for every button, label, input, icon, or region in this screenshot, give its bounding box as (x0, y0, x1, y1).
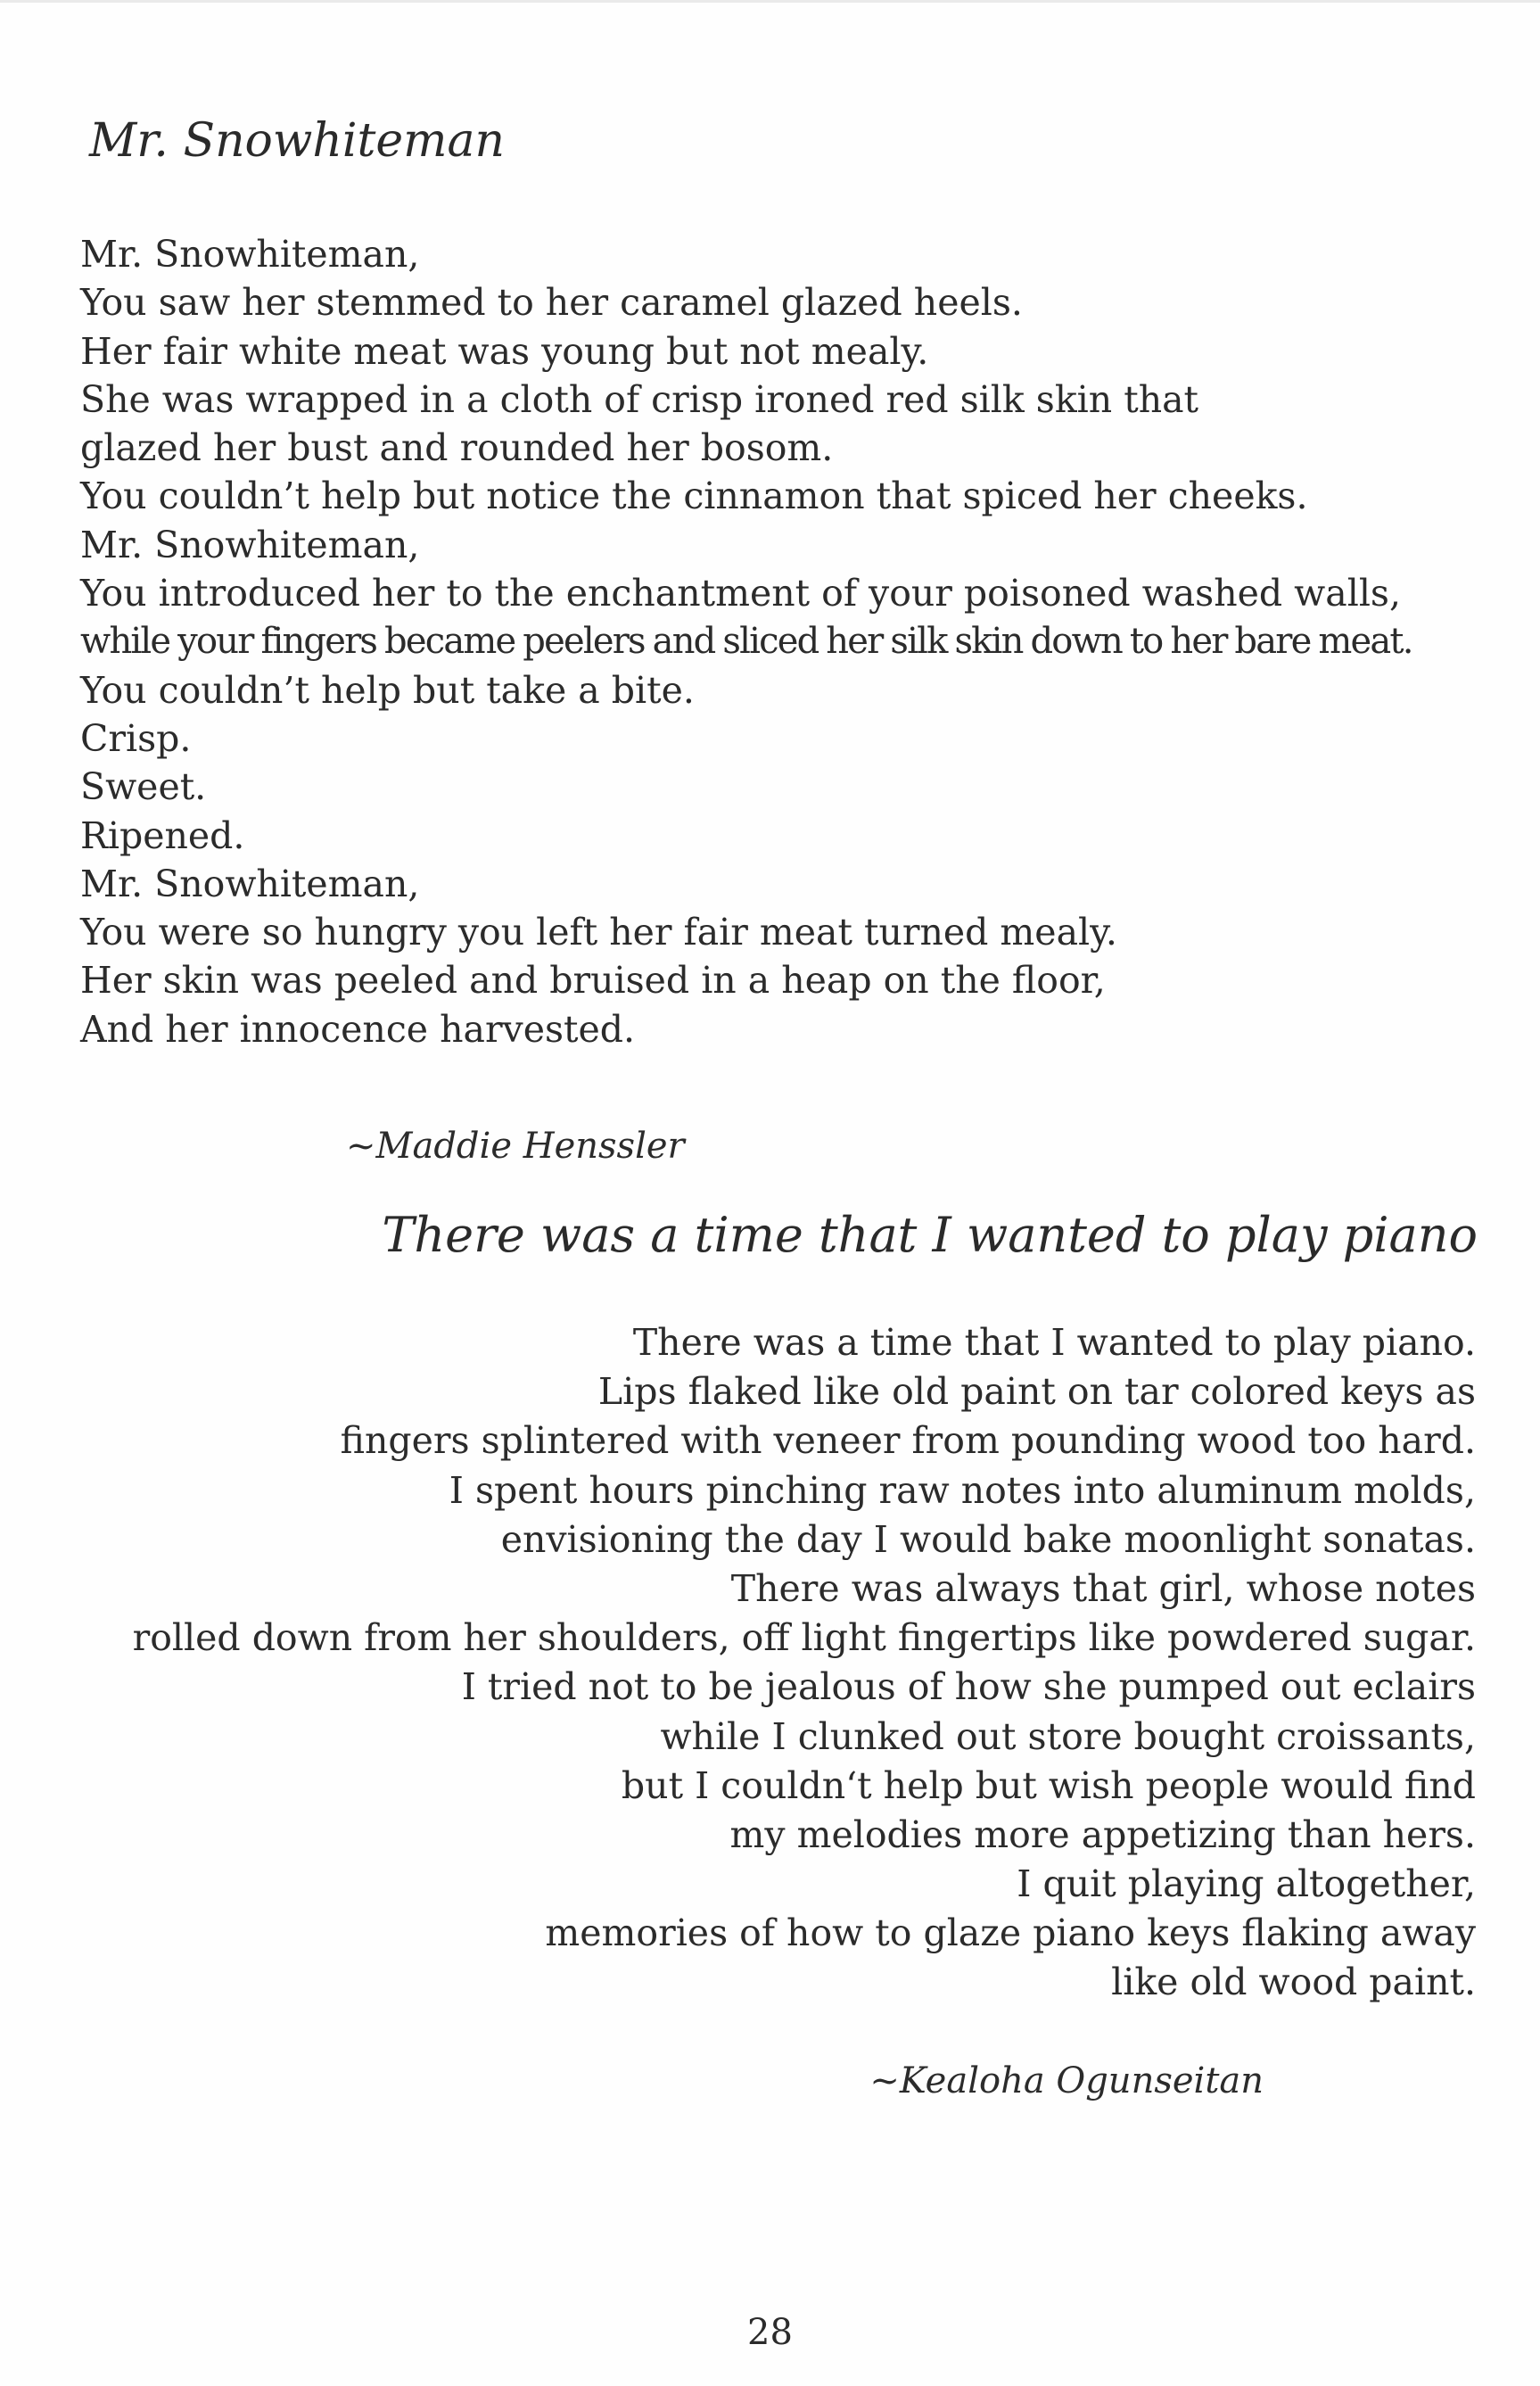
poem-line: You saw her stemmed to her caramel glazed heels. (80, 281, 1023, 325)
poem-title-piano: There was a time that I wanted to play piano (382, 1207, 1478, 1263)
poem-author-maddie-henssler: ~Maddie Henssler (346, 1126, 685, 1167)
poem-line: There was a time that I wanted to play piano. (632, 1321, 1476, 1364)
poem-title-mr-snowhiteman: Mr. Snowhiteman (89, 114, 505, 168)
poem-line: while your fingers became peelers and sliced her silk skin down to her bare meat. (80, 621, 1412, 663)
poem-line: my melodies more appetizing than hers. (729, 1812, 1476, 1856)
poem-line: envisioning the day I would bake moonlight sonatas. (500, 1517, 1476, 1561)
poem-line: You couldn’t help but take a bite. (80, 668, 695, 712)
poem-line: You were so hungry you left her fair meat turned mealy. (80, 911, 1117, 954)
poem-body-piano (49, 1318, 1476, 2008)
poem-line: Sweet. (80, 765, 207, 809)
poem-line: but I couldn‘t help but wish people would find (621, 1763, 1476, 1807)
poem-body-mr-snowhiteman (80, 230, 1507, 1053)
poem-line: There was always that girl, whose notes (730, 1566, 1476, 1610)
poem-line: Her skin was peeled and bruised in a heap on the floor, (80, 959, 1106, 1003)
poem-line: And her innocence harvested. (80, 1007, 636, 1051)
poem-line: Crisp. (80, 716, 192, 760)
poem-line: glazed her bust and rounded her bosom. (80, 426, 834, 470)
poem-line: Mr. Snowhiteman, (80, 523, 420, 566)
poem-line: I tried not to be jealous of how she pumped out eclairs (461, 1665, 1476, 1709)
poem-line: I spent hours pinching raw notes into aluminum molds, (449, 1468, 1476, 1512)
poem-line: fingers splintered with veneer from pounding wood too hard. (340, 1419, 1476, 1463)
poem-line: Mr. Snowhiteman, (80, 233, 420, 276)
poem-line: She was wrapped in a cloth of crisp ironed red silk skin that (80, 377, 1199, 421)
poem-author-kealoha-ogunseitan: ~Kealoha Ogunseitan (869, 2060, 1264, 2101)
poem-line: Mr. Snowhiteman, (80, 862, 420, 905)
poem-line: You couldn’t help but notice the cinnamon that spiced her cheeks. (80, 475, 1308, 518)
page-number: 28 (747, 2312, 793, 2353)
page-top-edge (0, 0, 1540, 3)
poem-line: memories of how to glaze piano keys flaking away (545, 1911, 1476, 1955)
poem-line: Ripened. (80, 813, 245, 857)
poem-line: Lips flaked like old paint on tar colored keys as (597, 1370, 1476, 1414)
poem-line: Her fair white meat was young but not mealy. (80, 329, 929, 373)
poem-line: while I clunked out store bought croissants, (660, 1714, 1476, 1758)
poem-line: like old wood paint. (1111, 1961, 1476, 2004)
poem-line: You introduced her to the enchantment of your poisoned washed walls, (80, 572, 1402, 615)
poem-line: rolled down from her shoulders, off light fingertips like powdered sugar. (132, 1616, 1476, 1660)
poem-line: I quit playing altogether, (1017, 1862, 1476, 1906)
